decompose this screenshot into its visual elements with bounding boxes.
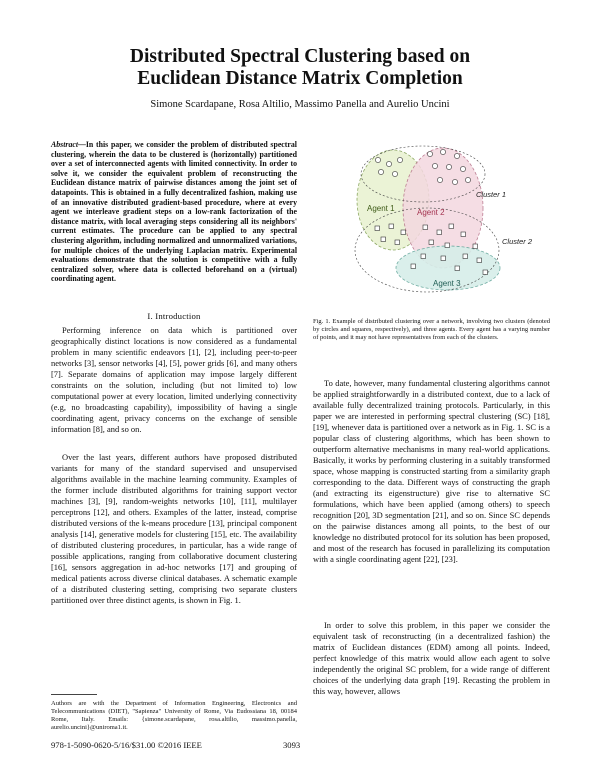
agent-2-label: Agent 2 — [417, 208, 445, 217]
data-point — [449, 224, 454, 229]
data-point — [477, 258, 482, 263]
cluster-1-label: Cluster 1 — [476, 190, 507, 199]
data-point — [389, 224, 394, 229]
title-line-1: Distributed Spectral Clustering based on — [129, 46, 471, 67]
intro-paragraph-2 — [51, 452, 297, 606]
data-point — [427, 151, 432, 156]
copyright-line: 978-1-5090-0620-5/16/$31.00 ©2016 IEEE — [51, 740, 202, 750]
footnote-rule — [51, 694, 97, 695]
data-point — [473, 244, 478, 249]
page-number: 3093 — [283, 740, 301, 750]
paper-title — [0, 46, 600, 90]
data-point — [397, 157, 402, 162]
section-heading: I. Introduction — [147, 311, 201, 321]
data-point — [401, 230, 406, 235]
abstract-lead: Abstract — [51, 140, 79, 149]
data-point — [460, 166, 465, 171]
data-point — [440, 149, 445, 154]
abstract — [51, 140, 297, 284]
data-point — [395, 240, 400, 245]
data-point — [441, 256, 446, 261]
data-point — [455, 266, 460, 271]
intro-paragraph-1 — [51, 325, 297, 435]
data-point — [375, 157, 380, 162]
data-point — [463, 254, 468, 259]
data-point — [375, 226, 380, 231]
data-point — [445, 243, 450, 248]
data-point — [381, 237, 386, 242]
right-text-2: In order to solve this problem, in this paper we consider the equivalent task of reconstructing (in a decentralized fashion) the matrix of Euclidean distances (EDM) among all points. Indeed, perfect knowledge of this matrix would allow each agent to solve independently the original SC problem, for a wide range of different choices of the underlying data graph [19]. Recasting the problem in this way, however, allows — [313, 620, 550, 696]
data-point — [423, 225, 428, 230]
intro-text-2: Over the last years, different authors have proposed distributed variants for many of the standard supervised and unsupervised algorithms available in the machine learning community. Examples of the former include distributed algorithms for training support vector machines [3], [9], random-weights networks [10], [11], multilayer perceptrons [12], and others. Examples of the latter, instead, comprise distributed versions of the k-means procedure [13], principal component analysis [14], generative models for clustering [15], etc. The availability of distributed clustering procedures, in particular, has a wide range of possible applications, ranging from collaborative document clustering [16], sensors aggregation in ad-hoc networks [17] and grouping of medical patients across diverse clinical databases. A schematic example of a distributed clustering setting, comprising two separate clusters partitioned over three distinct agents, is shown in Fig. 1. — [51, 452, 297, 605]
data-point — [386, 161, 391, 166]
intro-text-1: Performing inference on data which is partitioned over geographically distinct locations is now considered as a fundamental problem in many scientific endeavors [1], [2], including peer-to-peer networks [3], sensor networks [4], [5], power grids [6], and many others [7]. Separate domains of application may impose largely different constraints on the solution, including (but not limited to) low computational power at every location, limited underlying connectivity (e.g, no broadcasting capability), impossibility of having a single coordinating agent, privacy concerns on the exchange of sensible information [8], and so on. — [51, 325, 297, 434]
cluster-2-label: Cluster 2 — [502, 237, 533, 246]
data-point — [465, 177, 470, 182]
data-point — [429, 240, 434, 245]
data-point — [483, 270, 488, 275]
agent-3-label: Agent 3 — [433, 279, 461, 288]
abstract-text: —In this paper, we consider the problem of distributed spectral clustering, wherein the data to be clustered is (horizontally) partitioned over a set of interconnected agents with limited connectivity. In order to solve it, we consider the equivalent problem of reconstructing the Euclidean distance matrix of pairwise distances among the joint set of datapoints. This is obtained in a fully decentralized fashion, making use of an innovative distributed gradient-based procedure, where at every agent we interleave gradient steps on a low-rank factorization of the distance matrix, with local averaging steps considering all its neighbors' current estimates. The procedure can be applied to any spectral clustering algorithm, including normalized and unnormalized variations, for multiple choices of the underlying Laplacian matrix. Experimental evaluations demonstrate that the solution is competitive with a fully centralized solver, where data is collected beforehand on a (virtual) coordinating agent. — [51, 140, 297, 284]
data-point — [454, 153, 459, 158]
right-text-1: To date, however, many fundamental clustering algorithms cannot be applied straightforwardly in a distributed context, due to a lack of available fully decentralized training protocols. Particularly, in this paper we are interested in performing spectral clustering (SC) [18], [19], whenever data is partitioned over a network as in Fig. 1. SC is a popular class of clustering algorithms, which has been shown to outperform alternative mechanisms in many real-world applications. Basically, it works by performing clustering in a suitably transformed space, whose mapping is constructed starting from a similarity graph corresponding to the data. Different ways of constructing the graph (and extracting its eigenstructure) give rise to alternative SC formulations, which have been applied (among others) to speech recognition [20], 3D segmentation [21], and so on. Since SC depends on the pairwise distances among all points, to the best of our knowledge no distributed protocol for its solution has been proposed, and most of the research has focused in parallelizing its computation with a single coordinating agent [22], [23]. — [313, 378, 550, 564]
data-point — [452, 179, 457, 184]
author-list: Simone Scardapane, Rosa Altilio, Massimo Panella and Aurelio Uncini — [150, 99, 450, 110]
data-point — [432, 163, 437, 168]
agent-1-label: Agent 1 — [367, 204, 395, 213]
data-point — [392, 171, 397, 176]
data-point — [411, 264, 416, 269]
data-point — [437, 230, 442, 235]
right-paragraph-2 — [313, 620, 550, 697]
title-line-2: Euclidean Distance Matrix Completion — [137, 68, 463, 89]
footnote: Authors are with the Department of Information Engineering, Electronics and Telecommunications (DIET), "Sapienza" University of Rome, Via Eudossiana 18, 00184 Rome, Italy. Emails: {simone.scardapane, rosa.altilio, massimo.panella, aurelio.uncini}@uniroma1.it. — [51, 700, 297, 731]
figure-caption: Fig. 1. Example of distributed clustering over a network, involving two clusters (denoted by circles and squares, respectively), and three agents. Every agent has a varying number of points, and it may not have representatives from each of the clusters. — [313, 318, 550, 342]
figure-1 — [345, 140, 533, 300]
data-point — [437, 177, 442, 182]
data-point — [461, 232, 466, 237]
data-point — [446, 164, 451, 169]
data-point — [378, 169, 383, 174]
right-paragraph-1 — [313, 378, 550, 565]
data-point — [421, 254, 426, 259]
